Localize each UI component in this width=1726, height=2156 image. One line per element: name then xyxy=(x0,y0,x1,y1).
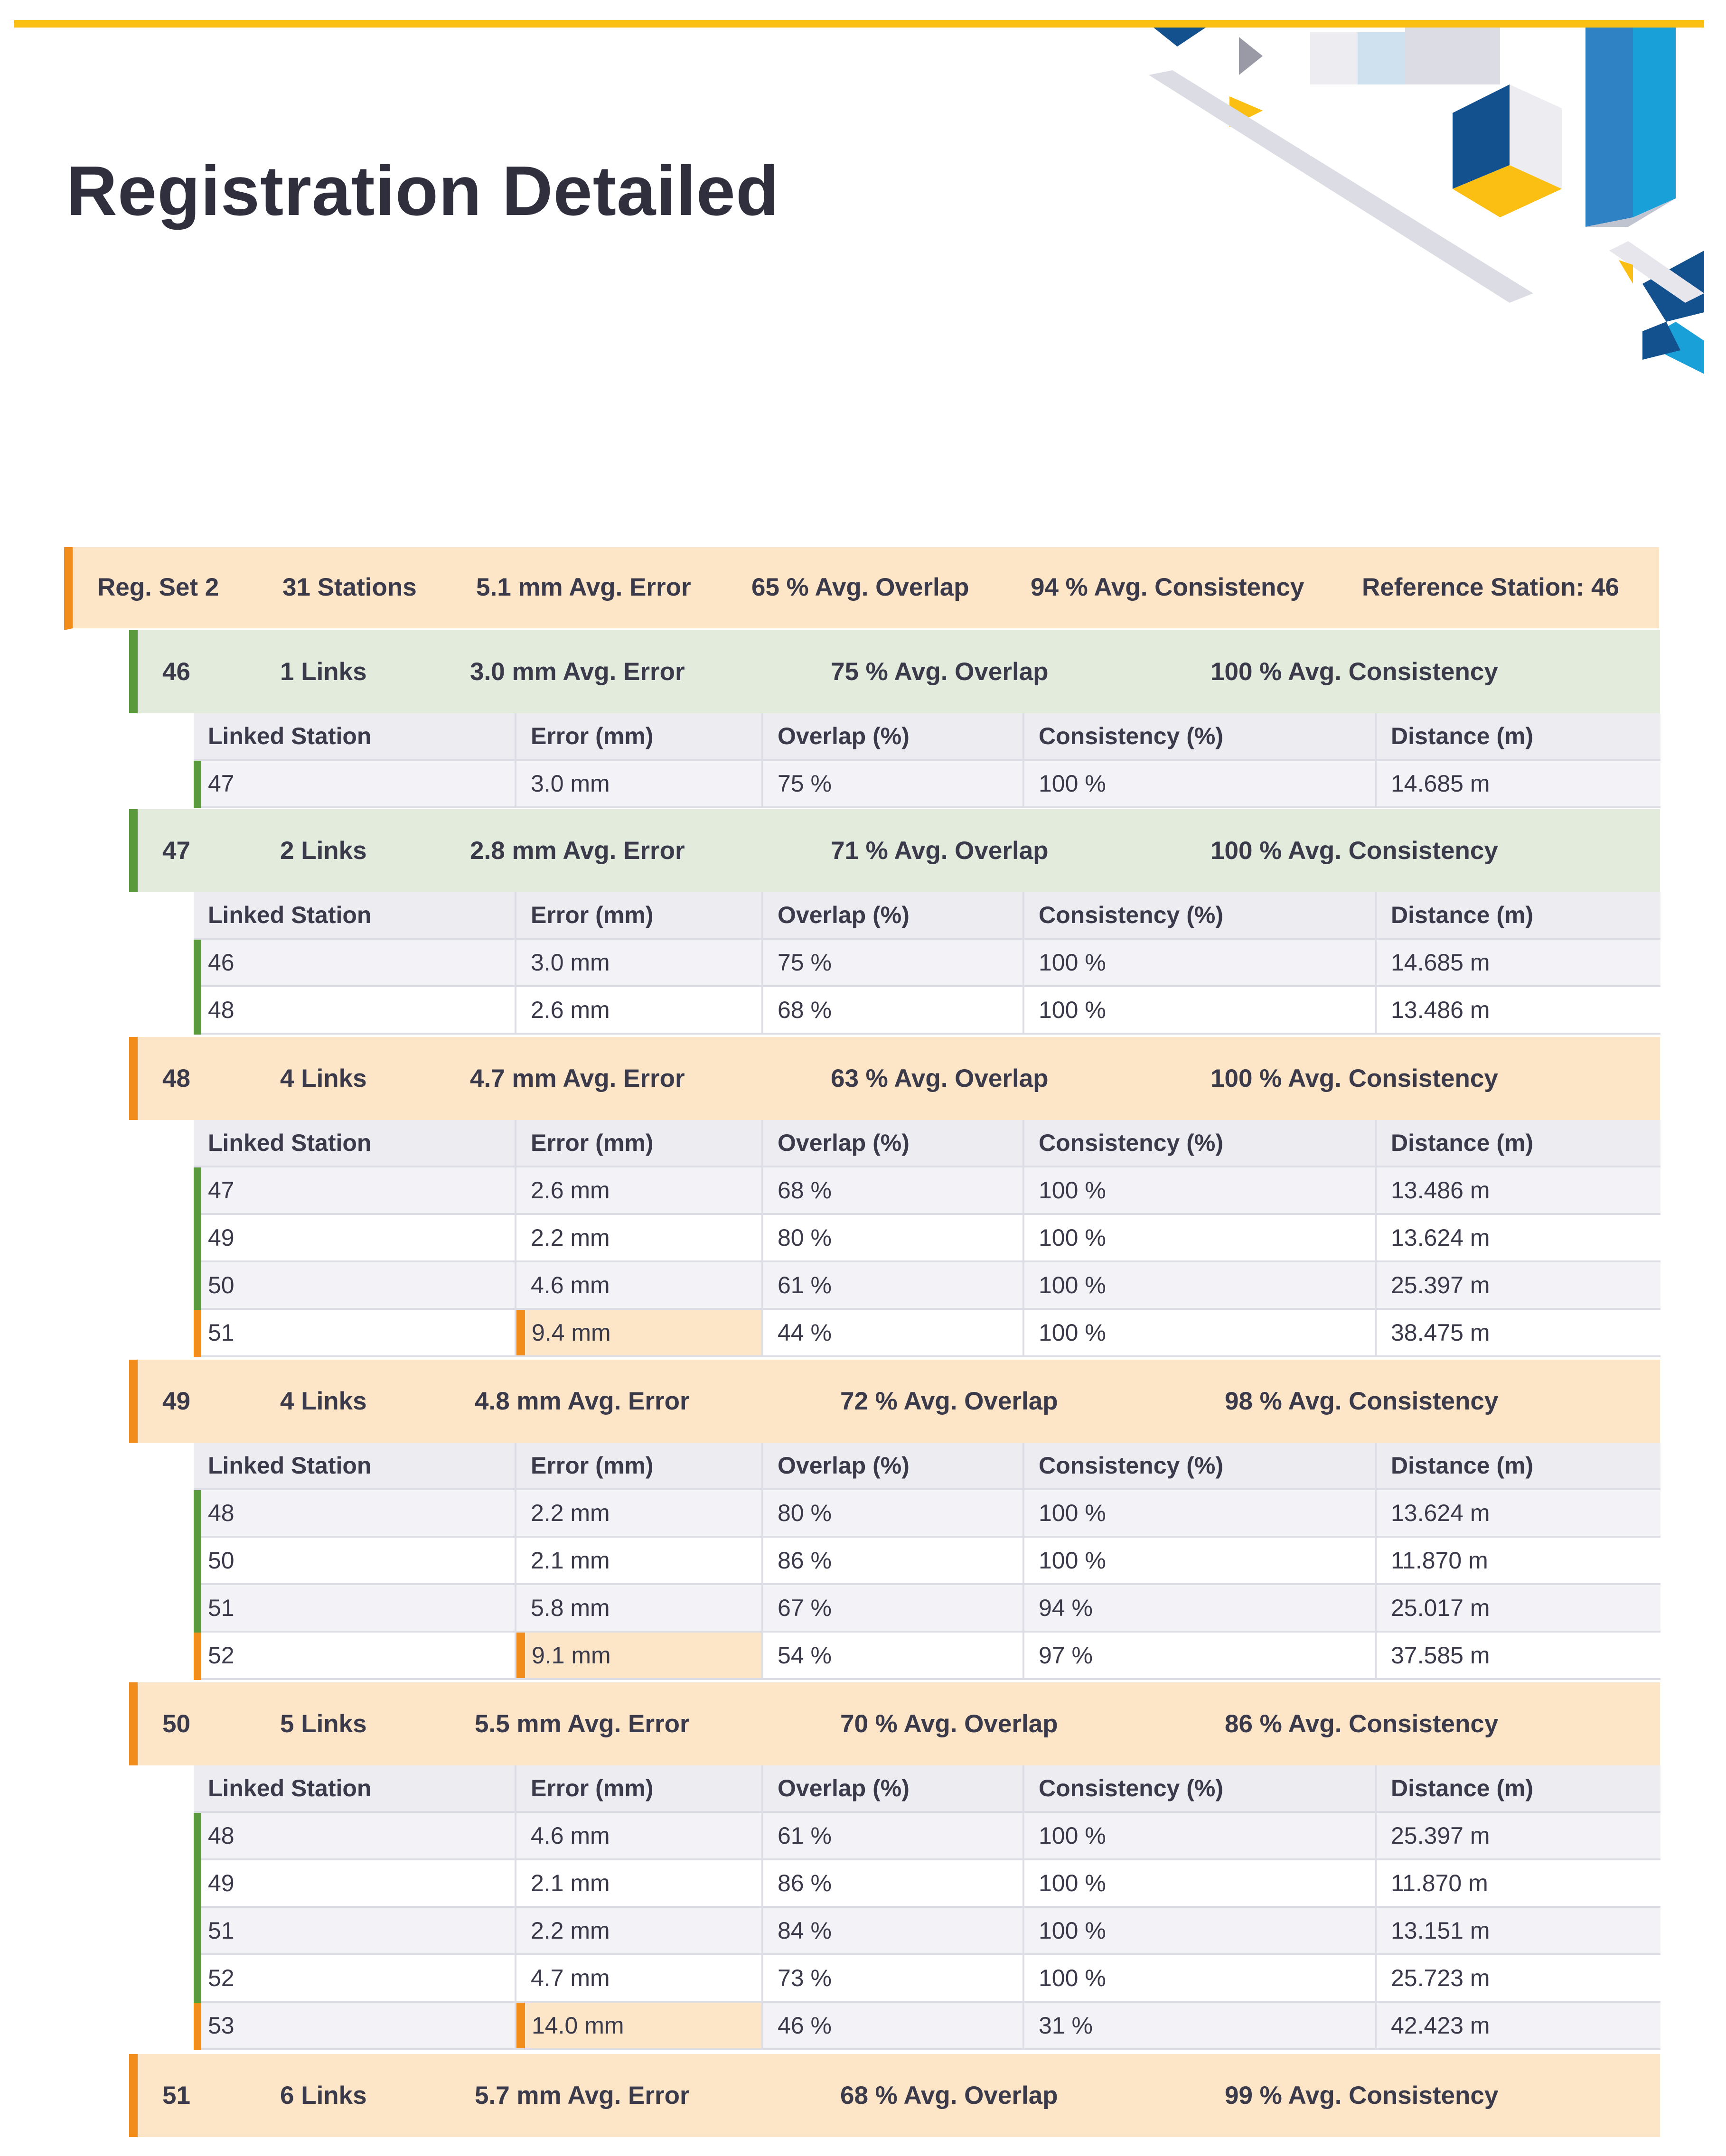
table-row xyxy=(194,1633,1660,1680)
distance-cell: 13.486 m xyxy=(1391,1177,1490,1204)
table-row xyxy=(194,2003,1660,2050)
distance-cell: 13.486 m xyxy=(1391,997,1490,1023)
links-table xyxy=(194,1120,1660,1357)
links-table xyxy=(194,892,1660,1035)
consistency-cell: 100 % xyxy=(1024,1813,1377,1858)
table-header-row xyxy=(194,713,1660,761)
error-cell: 4.7 mm xyxy=(516,1955,763,2001)
error-cell: 2.6 mm xyxy=(516,1167,763,1213)
links-table xyxy=(194,1765,1660,2050)
header-error: Error (mm) xyxy=(516,1120,763,1166)
header-error: Error (mm) xyxy=(516,892,763,938)
regset-avg-overlap: 65 % Avg. Overlap xyxy=(751,573,969,601)
distance-cell: 25.397 m xyxy=(1391,1822,1490,1849)
distance-cell: 11.870 m xyxy=(1391,1870,1488,1896)
station-avg-overlap: 63 % Avg. Overlap xyxy=(831,1064,1049,1092)
overlap-cell: 86 % xyxy=(763,1538,1024,1583)
station-avg-consistency: 98 % Avg. Consistency xyxy=(1225,1387,1499,1415)
table-row xyxy=(194,1955,1660,2003)
station-avg-error: 4.7 mm Avg. Error xyxy=(470,1064,685,1092)
distance-cell: 13.151 m xyxy=(1391,1917,1490,1944)
header-consistency: Consistency (%) xyxy=(1024,892,1377,938)
station-header xyxy=(129,809,1660,892)
table-row xyxy=(194,940,1660,987)
overlap-cell: 61 % xyxy=(763,1262,1024,1308)
overlap-cell: 67 % xyxy=(763,1585,1024,1631)
linked-station-cell: 47 xyxy=(194,1167,516,1213)
station-header xyxy=(129,1037,1660,1120)
consistency-cell: 97 % xyxy=(1024,1633,1377,1678)
page-title: Registration Detailed xyxy=(66,152,779,230)
overlap-cell: 86 % xyxy=(763,1860,1024,1906)
station-avg-overlap: 71 % Avg. Overlap xyxy=(831,837,1049,865)
distance-cell: 37.585 m xyxy=(1391,1642,1490,1669)
distance-cell: 13.624 m xyxy=(1391,1500,1490,1526)
table-header-row xyxy=(194,892,1660,940)
station-avg-consistency: 100 % Avg. Consistency xyxy=(1210,1064,1498,1092)
overlap-cell: 68 % xyxy=(763,987,1024,1033)
consistency-cell: 100 % xyxy=(1024,1310,1377,1355)
station-avg-consistency: 99 % Avg. Consistency xyxy=(1225,2081,1499,2109)
overlap-cell: 75 % xyxy=(763,761,1024,806)
header-overlap: Overlap (%) xyxy=(763,1765,1024,1811)
station-avg-error: 4.8 mm Avg. Error xyxy=(475,1387,690,1415)
linked-station-cell: 51 xyxy=(194,1310,516,1355)
error-cell: 3.0 mm xyxy=(516,761,763,806)
consistency-cell: 100 % xyxy=(1024,1538,1377,1583)
header-linked-station: Linked Station xyxy=(194,1120,516,1166)
linked-station-cell: 49 xyxy=(194,1215,516,1260)
consistency-cell: 100 % xyxy=(1024,1215,1377,1260)
header-linked-station: Linked Station xyxy=(194,1443,516,1488)
linked-station-cell: 48 xyxy=(194,1813,516,1858)
table-row xyxy=(194,1167,1660,1215)
header-consistency: Consistency (%) xyxy=(1024,1443,1377,1488)
distance-cell: 14.685 m xyxy=(1391,770,1490,797)
station-links: 4 Links xyxy=(280,1387,367,1415)
table-row xyxy=(194,1538,1660,1585)
station-id: 50 xyxy=(162,1710,190,1738)
linked-station-cell: 49 xyxy=(194,1860,516,1906)
header-distance: Distance (m) xyxy=(1391,1452,1534,1479)
regset-label: Reg. Set 2 xyxy=(97,573,219,601)
station-id: 51 xyxy=(162,2081,190,2109)
consistency-cell: 100 % xyxy=(1024,1490,1377,1536)
error-cell: 2.2 mm xyxy=(516,1490,763,1536)
error-cell: 2.2 mm xyxy=(516,1215,763,1260)
distance-cell: 25.723 m xyxy=(1391,1965,1490,1991)
table-row xyxy=(194,1490,1660,1538)
station-avg-overlap: 72 % Avg. Overlap xyxy=(840,1387,1058,1415)
overlap-cell: 80 % xyxy=(763,1490,1024,1536)
linked-station-cell: 51 xyxy=(194,1908,516,1953)
consistency-cell: 94 % xyxy=(1024,1585,1377,1631)
station-avg-error: 3.0 mm Avg. Error xyxy=(470,658,685,686)
table-row xyxy=(194,987,1660,1035)
overlap-cell: 46 % xyxy=(763,2003,1024,2048)
station-links: 1 Links xyxy=(280,658,367,686)
linked-station-cell: 50 xyxy=(194,1262,516,1308)
decorative-geometric-graphic xyxy=(1082,28,1718,421)
linked-station-cell: 52 xyxy=(194,1955,516,2001)
overlap-cell: 68 % xyxy=(763,1167,1024,1213)
consistency-cell: 100 % xyxy=(1024,940,1377,985)
error-cell: 2.1 mm xyxy=(516,1860,763,1906)
linked-station-cell: 53 xyxy=(194,2003,516,2048)
station-links: 6 Links xyxy=(280,2081,367,2109)
header-overlap: Overlap (%) xyxy=(763,892,1024,938)
station-avg-error: 2.8 mm Avg. Error xyxy=(470,837,685,865)
linked-station-cell: 48 xyxy=(194,1490,516,1536)
links-table xyxy=(194,1443,1660,1680)
distance-cell: 25.017 m xyxy=(1391,1595,1490,1621)
header-error: Error (mm) xyxy=(516,1443,763,1488)
overlap-cell: 54 % xyxy=(763,1633,1024,1678)
linked-station-cell: 52 xyxy=(194,1633,516,1678)
header-error: Error (mm) xyxy=(516,1765,763,1811)
table-row xyxy=(194,1813,1660,1860)
station-id: 49 xyxy=(162,1387,190,1415)
consistency-cell: 100 % xyxy=(1024,987,1377,1033)
consistency-cell: 100 % xyxy=(1024,761,1377,806)
consistency-cell: 31 % xyxy=(1024,2003,1377,2048)
table-row xyxy=(194,1310,1660,1357)
distance-cell: 14.685 m xyxy=(1391,949,1490,976)
table-header-row xyxy=(194,1120,1660,1167)
consistency-cell: 100 % xyxy=(1024,1955,1377,2001)
table-row xyxy=(194,761,1660,808)
station-avg-consistency: 100 % Avg. Consistency xyxy=(1210,658,1498,686)
linked-station-cell: 48 xyxy=(194,987,516,1033)
overlap-cell: 75 % xyxy=(763,940,1024,985)
distance-cell: 11.870 m xyxy=(1391,1547,1488,1574)
error-cell-warning: 9.1 mm xyxy=(516,1633,763,1678)
header-overlap: Overlap (%) xyxy=(763,1443,1024,1488)
consistency-cell: 100 % xyxy=(1024,1167,1377,1213)
consistency-cell: 100 % xyxy=(1024,1262,1377,1308)
header-linked-station: Linked Station xyxy=(194,713,516,759)
distance-cell: 38.475 m xyxy=(1391,1319,1490,1346)
error-cell-warning: 9.4 mm xyxy=(516,1310,763,1355)
distance-cell: 42.423 m xyxy=(1391,2012,1490,2039)
station-header xyxy=(129,1360,1660,1443)
error-cell: 4.6 mm xyxy=(516,1262,763,1308)
error-cell: 2.6 mm xyxy=(516,987,763,1033)
error-cell: 5.8 mm xyxy=(516,1585,763,1631)
regset-avg-consistency: 94 % Avg. Consistency xyxy=(1031,573,1304,601)
distance-cell: 25.397 m xyxy=(1391,1272,1490,1298)
table-row xyxy=(194,1262,1660,1310)
regset-stations: 31 Stations xyxy=(282,573,417,601)
error-cell: 3.0 mm xyxy=(516,940,763,985)
overlap-cell: 44 % xyxy=(763,1310,1024,1355)
station-links: 2 Links xyxy=(280,837,367,865)
header-consistency: Consistency (%) xyxy=(1024,1765,1377,1811)
header-consistency: Consistency (%) xyxy=(1024,1120,1377,1166)
top-accent-bar xyxy=(14,20,1704,28)
station-header xyxy=(129,2054,1660,2137)
overlap-cell: 84 % xyxy=(763,1908,1024,1953)
header-distance: Distance (m) xyxy=(1391,902,1534,928)
registration-set-summary xyxy=(64,547,1659,630)
station-avg-overlap: 70 % Avg. Overlap xyxy=(840,1710,1058,1738)
consistency-cell: 100 % xyxy=(1024,1908,1377,1953)
table-row xyxy=(194,1908,1660,1955)
linked-station-cell: 51 xyxy=(194,1585,516,1631)
table-row xyxy=(194,1215,1660,1262)
links-table xyxy=(194,713,1660,808)
header-distance: Distance (m) xyxy=(1391,1775,1534,1801)
error-cell-warning: 14.0 mm xyxy=(516,2003,763,2048)
table-row xyxy=(194,1585,1660,1633)
regset-avg-error: 5.1 mm Avg. Error xyxy=(476,573,691,601)
header-consistency: Consistency (%) xyxy=(1024,713,1377,759)
station-avg-error: 5.7 mm Avg. Error xyxy=(475,2081,690,2109)
header-error: Error (mm) xyxy=(516,713,763,759)
table-header-row xyxy=(194,1765,1660,1813)
linked-station-cell: 46 xyxy=(194,940,516,985)
station-id: 47 xyxy=(162,837,190,865)
consistency-cell: 100 % xyxy=(1024,1860,1377,1906)
station-avg-consistency: 86 % Avg. Consistency xyxy=(1225,1710,1499,1738)
error-cell: 2.1 mm xyxy=(516,1538,763,1583)
overlap-cell: 61 % xyxy=(763,1813,1024,1858)
header-distance: Distance (m) xyxy=(1391,1129,1534,1156)
station-id: 46 xyxy=(162,658,190,686)
overlap-cell: 73 % xyxy=(763,1955,1024,2001)
station-header xyxy=(129,630,1660,713)
header-linked-station: Linked Station xyxy=(194,892,516,938)
header-overlap: Overlap (%) xyxy=(763,713,1024,759)
header-linked-station: Linked Station xyxy=(194,1765,516,1811)
linked-station-cell: 47 xyxy=(194,761,516,806)
station-avg-overlap: 68 % Avg. Overlap xyxy=(840,2081,1058,2109)
table-header-row xyxy=(194,1443,1660,1490)
station-avg-consistency: 100 % Avg. Consistency xyxy=(1210,837,1498,865)
station-avg-overlap: 75 % Avg. Overlap xyxy=(831,658,1049,686)
station-links: 5 Links xyxy=(280,1710,367,1738)
distance-cell: 13.624 m xyxy=(1391,1224,1490,1251)
header-overlap: Overlap (%) xyxy=(763,1120,1024,1166)
station-links: 4 Links xyxy=(280,1064,367,1092)
error-cell: 4.6 mm xyxy=(516,1813,763,1858)
station-avg-error: 5.5 mm Avg. Error xyxy=(475,1710,690,1738)
station-header xyxy=(129,1682,1660,1765)
table-row xyxy=(194,1860,1660,1908)
overlap-cell: 80 % xyxy=(763,1215,1024,1260)
linked-station-cell: 50 xyxy=(194,1538,516,1583)
regset-reference-station: Reference Station: 46 xyxy=(1362,573,1619,601)
station-id: 48 xyxy=(162,1064,190,1092)
error-cell: 2.2 mm xyxy=(516,1908,763,1953)
header-distance: Distance (m) xyxy=(1391,723,1534,749)
